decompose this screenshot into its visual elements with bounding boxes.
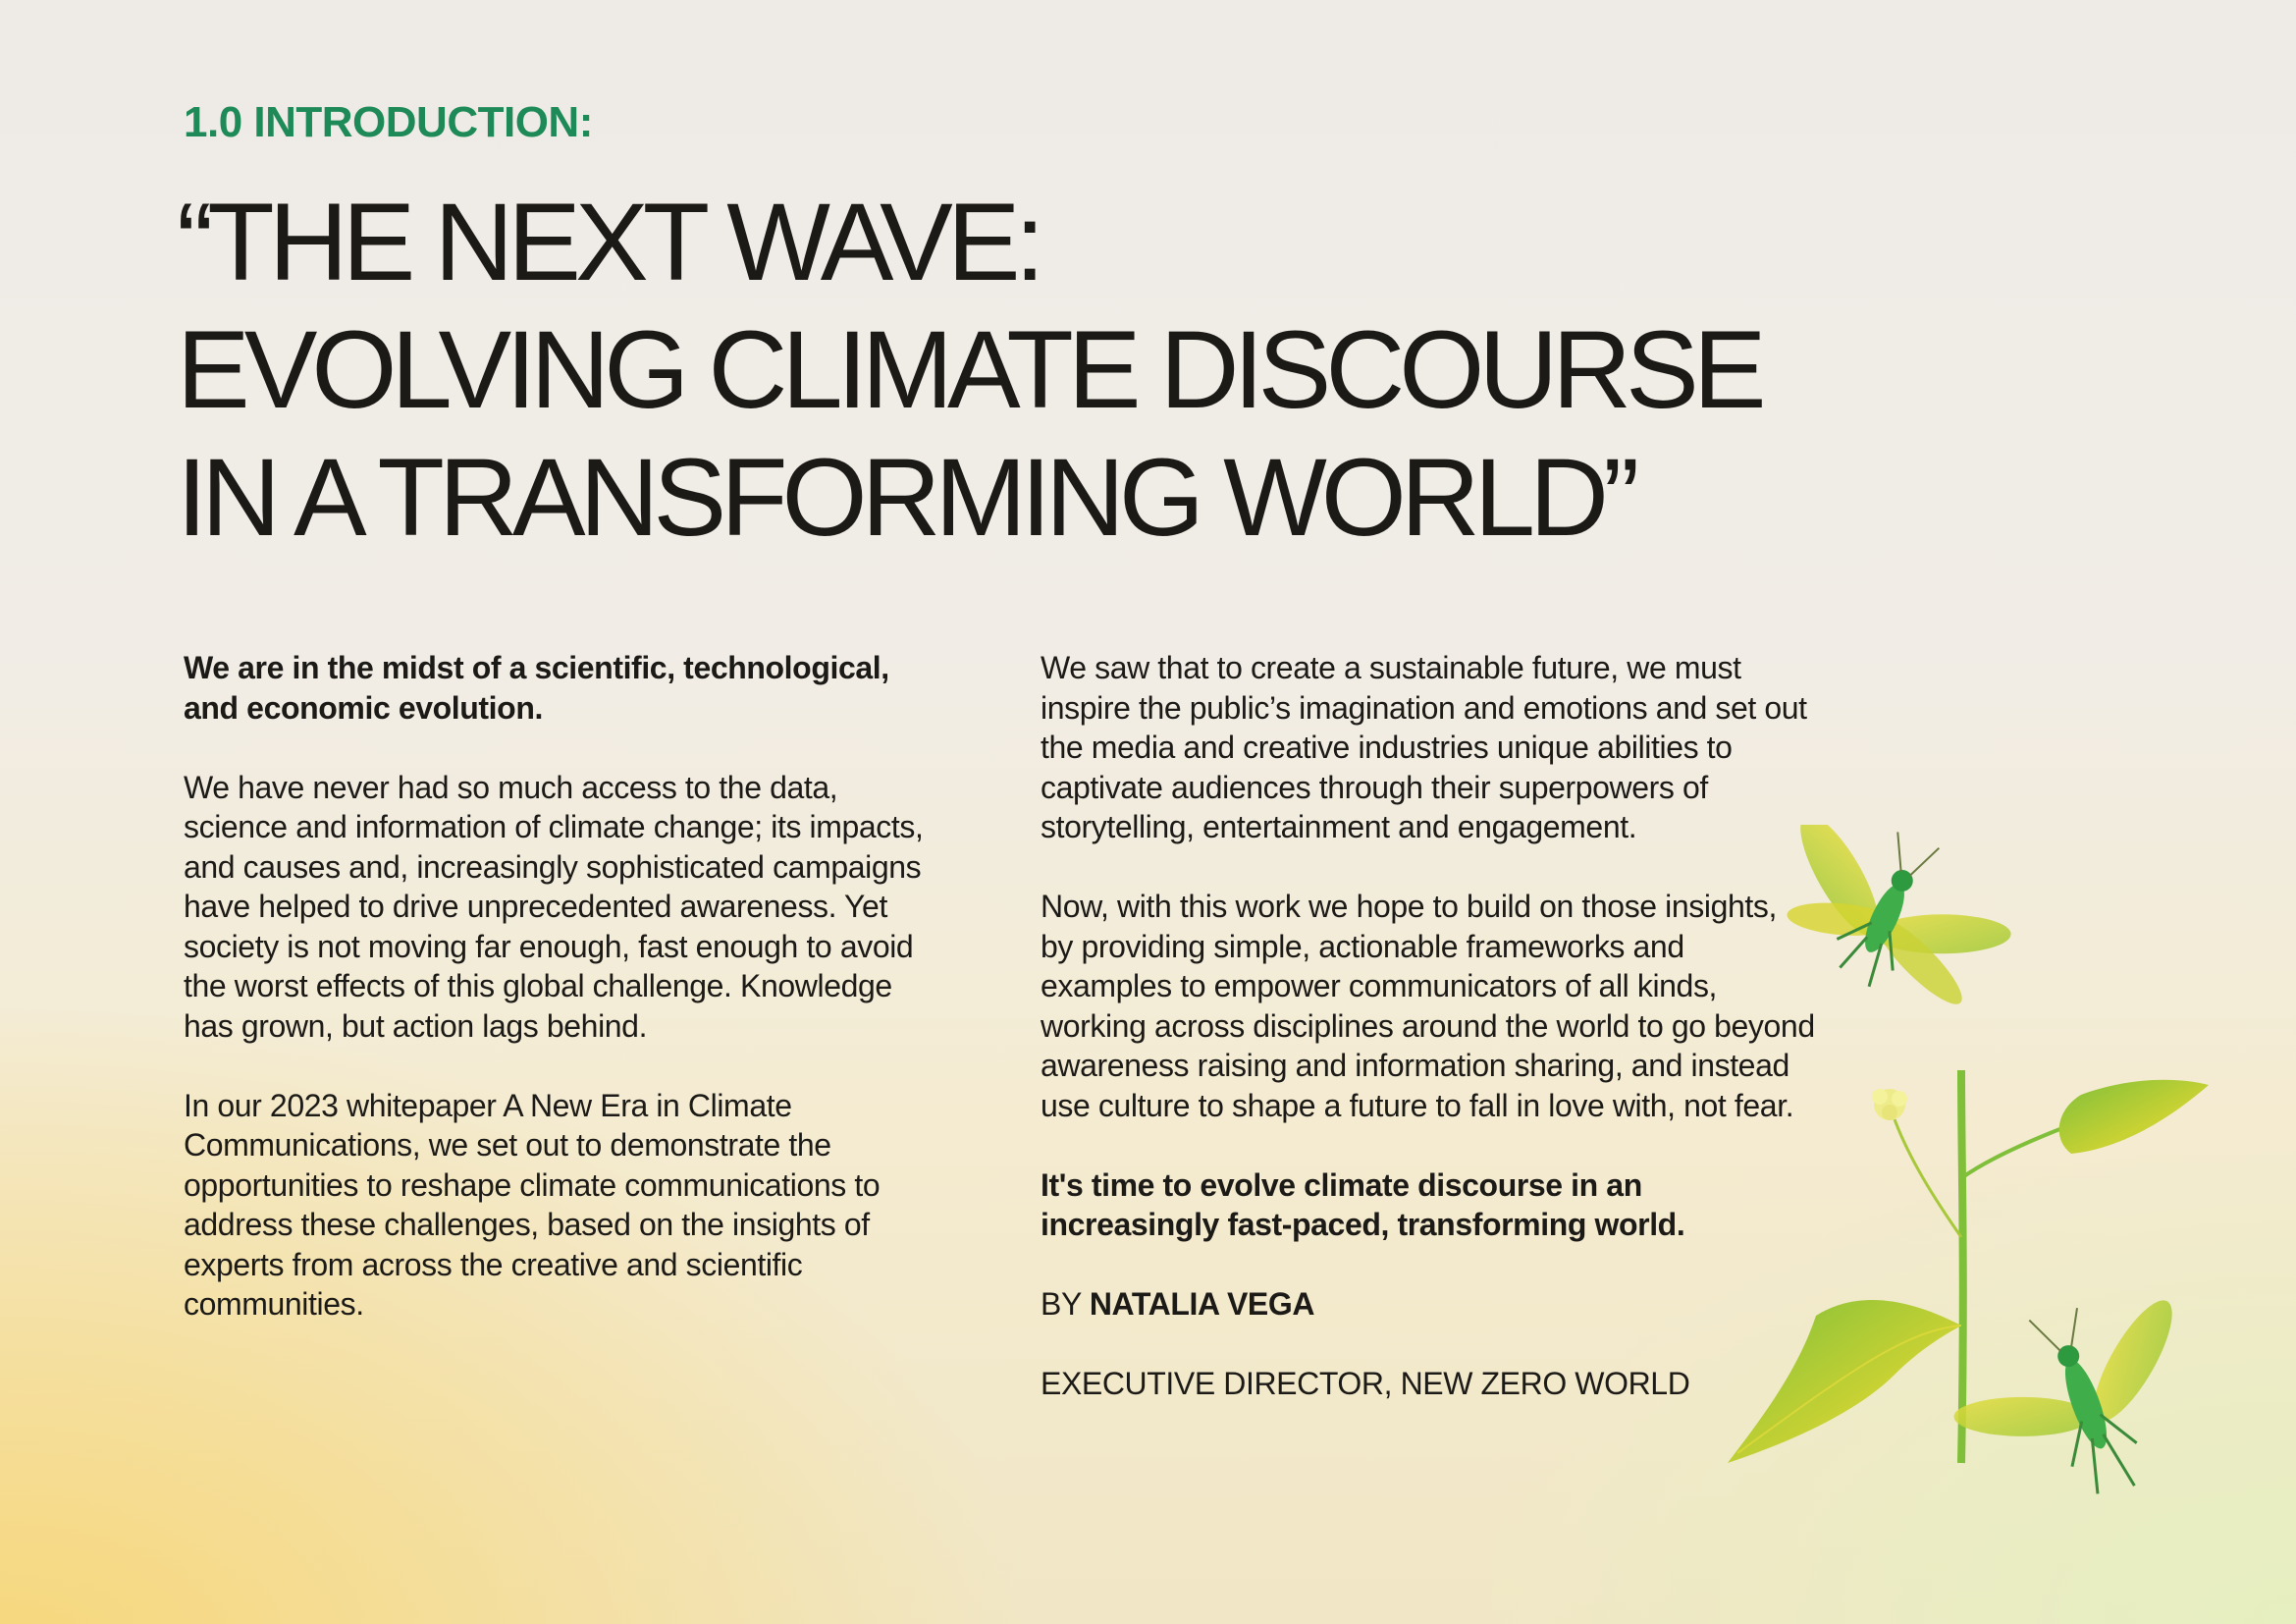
byline-prefix: BY: [1041, 1286, 1090, 1322]
flower-icon: [1872, 1089, 1907, 1120]
right-column: [1041, 648, 1816, 1443]
plant-icon: [1728, 1070, 2209, 1463]
body-paragraph: We have never had so much access to the data, science and information of climate change; its impacts, and causes and, increasingly sophisticated campaigns have helped to drive unprecedented awareness. Yet society is not moving far enough, fast enough to avoid the worst effects of this global challenge. Knowledge has grown, but action lags behind.: [184, 769, 924, 1044]
closing-statement: It's time to evolve climate discourse in an increasingly fast-paced, transforming world.: [1041, 1166, 1685, 1242]
byline: [1041, 1284, 1816, 1404]
author-line: [1041, 1284, 1816, 1325]
title-line-2: EVOLVING CLIMATE DISCOURSE: [177, 308, 1761, 431]
author-name: NATALIA VEGA: [1089, 1286, 1315, 1322]
title-line-1: “THE NEXT WAVE:: [177, 181, 1040, 303]
insect-icon: [1925, 1269, 2218, 1538]
body-paragraph: In our 2023 whitepaper A New Era in Climate Communications, we set out to demonstrate the opportunities to reshape climate communications to address these challenges, based on the insights of experts from across the creative and scientific communities.: [184, 1087, 881, 1322]
author-role: EXECUTIVE DIRECTOR, NEW ZERO WORLD: [1041, 1366, 1690, 1401]
page-title: [177, 179, 1761, 562]
insect-icon: [1740, 825, 2039, 1035]
section-label: 1.0 INTRODUCTION:: [184, 98, 593, 146]
lead-paragraph: We are in the midst of a scientific, technological, and economic evolution.: [184, 650, 889, 726]
title-line-3: IN A TRANSFORMING WORLD”: [177, 436, 1634, 559]
botanical-illustration: [1708, 825, 2218, 1542]
body-paragraph: Now, with this work we hope to build on those insights, by providing simple, actionable frameworks and examples to empower communicators of all kinds, working across disciplines around the world to go beyond awareness raising and information sharing, and instead use culture to shape a future to fall in love with, not fear.: [1041, 889, 1815, 1123]
body-paragraph: We saw that to create a sustainable future, we must inspire the public’s imagination and emotions and set out the media and creative industries unique abilities to captivate audiences through their superpowers of storytelling, entertainment and engagement.: [1041, 650, 1807, 844]
left-column: [184, 648, 930, 1364]
